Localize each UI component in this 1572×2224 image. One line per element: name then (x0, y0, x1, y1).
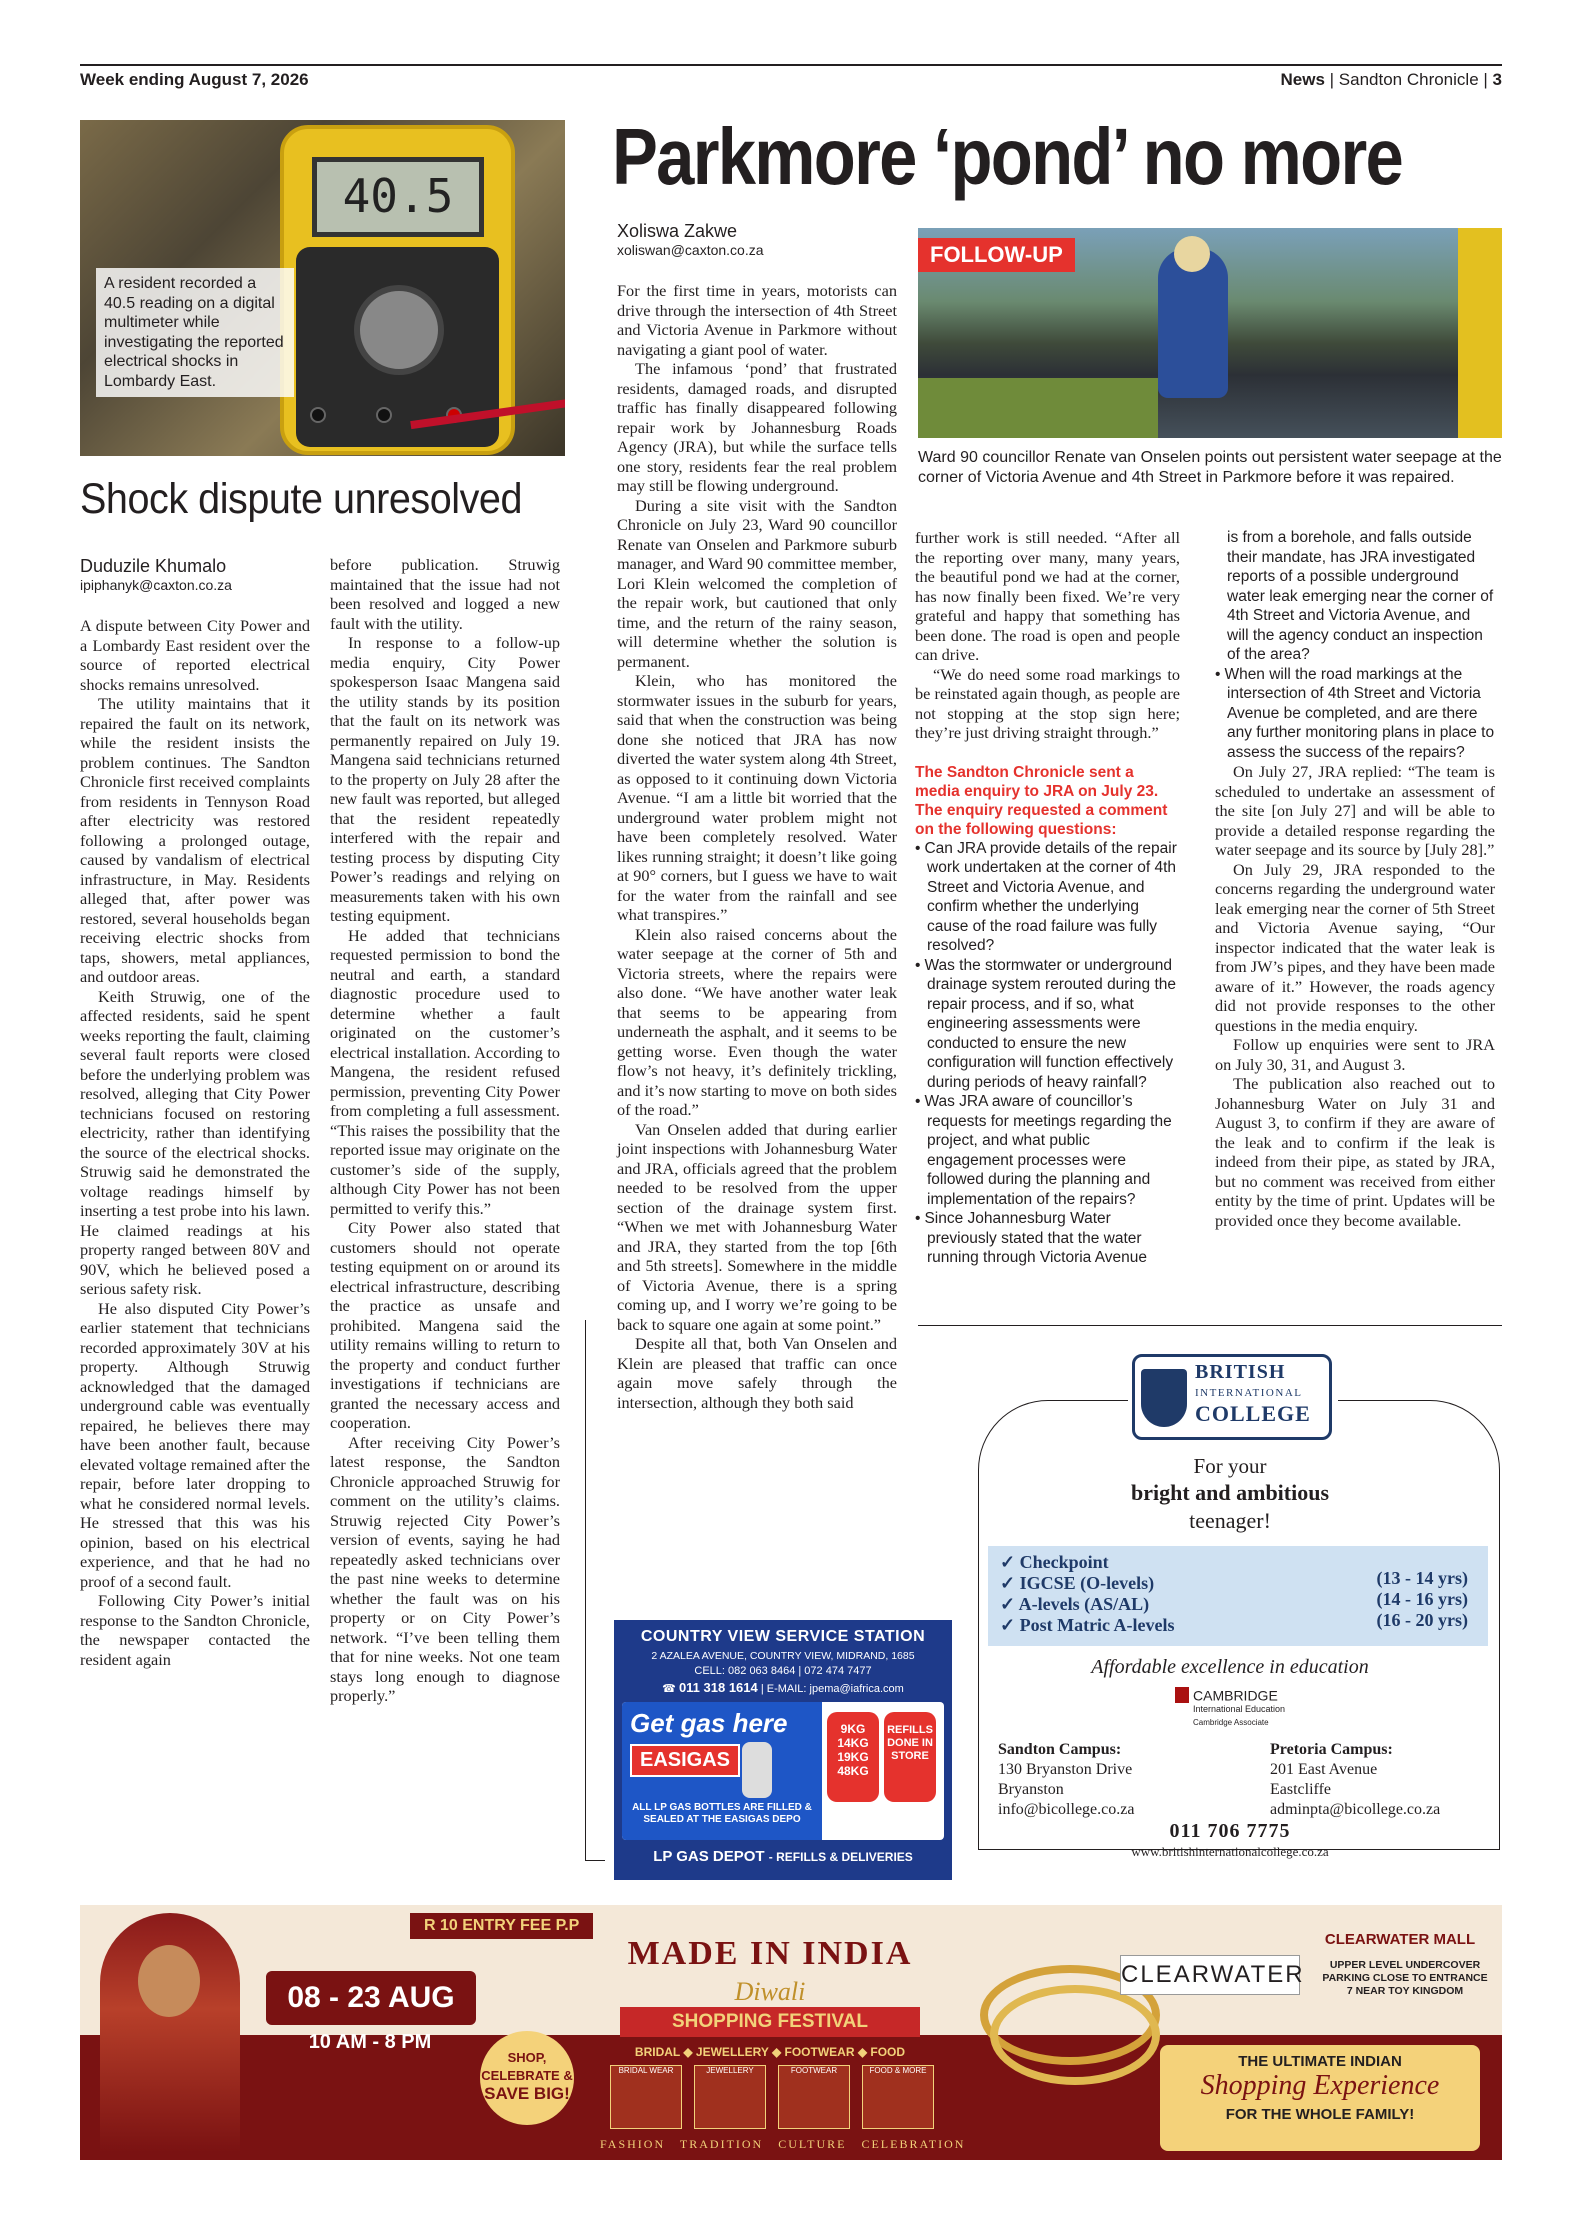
ad-contact (614, 1680, 952, 1695)
sizes-badge: 9KG 14KG 19KG 48KG (827, 1712, 879, 1802)
header-rule (80, 64, 1502, 66)
programs-box (988, 1546, 1488, 1646)
list-item: • Was JRA aware of councillor’s requests for meetings regarding the project, and what public engagement processes were followed during the planning and implementation of the repairs? (915, 1092, 1180, 1209)
question-list (915, 839, 1180, 1268)
festival-subtitle: SHOPPING FESTIVAL (620, 2007, 920, 2037)
list-item: • When will the road markings at the intersection of 4th Street and Victoria Avenue be completed, and are there any further monitoring plans in place to assess the success of the repairs? (1215, 665, 1495, 763)
paragraph: Van Onselen added that during earlier joint inspections with Johannesburg Water and JRA, officials agreed that the problem needed to be resolved from the upper section of the drainage system first. “When we met with Johannesburg Water and JRA, they started from the top [6th and 5th streets]. Somewhere in the middle of Victoria Avenue, there is a spring coming up, and I worry we’re going to be back to square one again at some point.” (617, 1119, 897, 1334)
list-item: • Can JRA provide details of the repair work undertaken at the corner of 4th Street and Victoria Avenue, and confirm whether the underlying cause of the road failure was fully resolved? (915, 839, 1180, 956)
seepage-photo (918, 228, 1502, 438)
program-item: ✓ Post Matric A-levels (16 - 20 yrs) (1000, 1610, 1468, 1635)
paragraph: before publication. Struwig maintained that the issue had not been resolved and logged a new fault with the utility. (330, 555, 560, 633)
category-tile: BRIDAL WEAR (610, 2065, 682, 2129)
follow-up-tag: FOLLOW-UP (918, 238, 1075, 272)
festival-words: FASHION TRADITION CULTURE CELEBRATION (600, 2137, 966, 2151)
program-item: ✓ IGCSE (O-levels) (13 - 14 yrs) (1000, 1568, 1468, 1593)
event-dates: 08 - 23 AUG (266, 1971, 476, 2025)
school-ad (960, 1350, 1500, 1860)
ad-tagline-1: For your (1193, 1454, 1267, 1478)
story1-col1 (80, 555, 310, 1669)
cambridge-logo: CAMBRIDGE International Education Cambridge Associate (1175, 1686, 1305, 1727)
multimeter-photo (80, 120, 565, 456)
crest-icon (1141, 1369, 1187, 1427)
story2-col3 (1215, 528, 1495, 1230)
paragraph: City Power also stated that customers should not operate testing equipment on or around its electrical infrastructure, describing the practice as unsafe and prohibited. Mangena said the utility remains willing to return to the property and conduct further investigations if technicians are granted the necessary access and cooperation. (330, 1218, 560, 1432)
paragraph: The infamous ‘pond’ that frustrated residents, damaged roads, and disrupted traffic has finally disappeared following repair work by Johannesburg Roads Agency (JRA), but while the surface tells one story, residents fear the real problem may still be flowing underground. (617, 359, 897, 495)
paragraph: Despite all that, both Van Onselen and Klein are pleased that traffic can once again move safely through the intersection, although they both said (617, 1334, 897, 1412)
ad-tagline-2: bright and ambitious (1130, 1480, 1330, 1505)
parking-info: UPPER LEVEL UNDERCOVER PARKING CLOSE TO ENTRANCE 7 NEAR TOY KINGDOM (1322, 1959, 1488, 1997)
festival-diwali: Diwali (734, 1977, 806, 2006)
list-item: • Was the stormwater or underground drainage system rerouted during the repair process, and if so, what engineering assessments were conducted to ensure the new configuration will function effectively during periods of heavy rainfall? (915, 956, 1180, 1093)
headline-shock: Shock dispute unresolved (80, 475, 522, 523)
pretoria-campus: Pretoria Campus: 201 East Avenue Eastcliffe adminpta@bicollege.co.za (1270, 1741, 1441, 1818)
page-number: 3 (1492, 70, 1502, 89)
gas-station-ad (614, 1620, 952, 1880)
shield-icon (1175, 1687, 1189, 1703)
ad-phone: 011 706 7775 (1169, 1820, 1291, 1842)
paragraph: He added that technicians requested permission to bond the neutral and earth, a standard diagnostic procedure used to determine whether a fault originated on the customer’s electrical installation. According to Mangena, the resident refused permission, preventing City Power from completing a full assessment. “This raises the possibility that the reported issue may originate on the customer’s side of the supply, although City Power has not been permitted to verify this.” (330, 925, 560, 1218)
enquiry-note: The Sandton Chronicle sent a media enquiry to JRA on July 23. The enquiry requested a comment on the following questions: (915, 763, 1168, 838)
phone-icon: ☎ (662, 1683, 676, 1695)
ad-slogan: Affordable excellence in education (1091, 1656, 1369, 1678)
ad-email: | E-MAIL: jpema@iafrica.com (760, 1683, 904, 1695)
festival-title: MADE IN INDIA (627, 1935, 913, 1972)
dial-icon (354, 285, 444, 375)
ad-cell: CELL: 082 063 8464 | 072 474 7477 (694, 1665, 872, 1677)
issue-date: Week ending August 7, 2026 (80, 70, 309, 89)
paragraph: Follow up enquiries were sent to JRA on July 30, 31, and August 3. (1215, 1035, 1495, 1074)
paragraph: A dispute between City Power and a Lombardy East resident over the source of reported electrical shocks remains unresolved. (80, 616, 310, 694)
program-item: ✓ Checkpoint (1000, 1552, 1109, 1572)
category-tile: FOOD & MORE (862, 2065, 934, 2129)
shop-badge: SHOP, CELEBRATE & SAVE BIG! (480, 2031, 574, 2125)
ad-bottles: ALL LP GAS BOTTLES ARE FILLED & SEALED AT THE EASIGAS DEPO (632, 1802, 812, 1825)
paragraph: Klein also raised concerns about the water seepage at the corner of 5th and Victoria streets, where the repairs were also done. “We have another water leak that seems to be appearing from underneath the asphalt, and it seems to be getting worse. Even though the water flow’s not heavy, it’s definitely trickling, and it’s now starting to move on both sides of the road.” (617, 924, 897, 1119)
brand-logo: EASIGAS (630, 1744, 740, 1777)
entry-fee: R 10 ENTRY FEE P.P (410, 1913, 593, 1939)
paragraph: Keith Struwig, one of the affected residents, said he spent weeks reporting the fault, claiming several fault reports were closed before the underlying problem was resolved, alleging that City Power technicians focused on restoring electricity, rather than identifying the source of the electrical shocks. Struwig said he demonstrated the voltage readings himself by inserting a test probe into his lawn. He claimed readings at his property ranged between 80V and 90V, which he believed posed a serious safety risk. (80, 986, 310, 1298)
festival-categories: BRIDAL ◆ JEWELLERY ◆ FOOTWEAR ◆ FOOD (634, 2045, 906, 2059)
paragraph: During a site visit with the Sandton Chronicle on July 23, Ward 90 councillor Renate van Onselen and Parkmore suburb manager, and Ward 90 committee member, Lori Klein welcomed the completion of the repair work, but cautioned that only time, and the return of the rainy season, will determine whether the solution is permanent. (617, 495, 897, 671)
paragraph: In response to a follow-up media enquiry, City Power spokesperson Isaac Mangena said the utility stands by its position that the fault on its network was permanently repaired on July 19. Mangena said technicians returned to the property on July 28 after the new fault was reported, but alleged that the resident repeatedly interfered with the repair and testing process by disputing City Power’s readings and relying on measurements taken with his own testing equipment. (330, 633, 560, 925)
refills-badge: REFILLS DONE IN STORE (884, 1712, 936, 1802)
paper-name: Sandton Chronicle (1338, 70, 1479, 89)
list-item: is from a borehole, and falls outside their mandate, has JRA investigated reports of a possible underground water leak emerging near the corner of 4th Street and Victoria Avenue, and will the agency conduct an inspection of the area? (1227, 529, 1494, 663)
event-hours: 10 AM - 8 PM (308, 2031, 432, 2053)
byline-email: xoliswan@caxton.co.za (617, 242, 764, 258)
paragraph: He also disputed City Power’s earlier statement that technicians recorded approximately 30V at his property. Although Struwig acknowledged that the damaged underground cable was eventually repaired, he believes there may have been another fault, because elevated voltage remained after the repair, before later dropping to what he considered normal levels. He stressed that this was his opinion, based on his electrical experience, and that he had no proof of a second fault. (80, 1298, 310, 1591)
paragraph: “We do need some road markings to be reinstated again though, as people are not stopping at the stop sign here; they’re just driving straight through.” (915, 664, 1180, 742)
category-tiles (610, 2065, 940, 2129)
multimeter-display: 40.5 (312, 157, 484, 237)
category-tile: JEWELLERY (694, 2065, 766, 2129)
story2-col1 (617, 220, 897, 1412)
paragraph: Following City Power’s initial response to the Sandton Chronicle, the newspaper contacted the resident again (80, 1591, 310, 1669)
sandton-campus: Sandton Campus: 130 Bryanston Drive Bryanston info@bicollege.co.za (998, 1741, 1135, 1818)
ad-tagline-3: teenager! (1189, 1508, 1271, 1533)
paragraph: The publication also reached out to Johannesburg Water on July 31 and August 3, to confirm if they are aware of the leak and to confirm if the leak is indeed from their pipe, as stated by JRA, but no comment was received from either entity by the time of print. Updates will be provided once they become available. (1215, 1074, 1495, 1230)
mall-name: CLEARWATER MALL (1324, 1931, 1476, 1948)
ad-slogan: Get gas here (630, 1708, 788, 1738)
college-logo: BRITISH INTERNATIONAL COLLEGE (1132, 1354, 1332, 1440)
experience-box: THE ULTIMATE INDIAN Shopping Experience FOR THE WHOLE FAMILY! (1160, 2045, 1480, 2151)
paragraph: On July 29, JRA responded to the concerns regarding the underground water leak emerging near the corner of 5th Street and Victoria Avenue saying, “Our inspector indicated that the water leak is from JW’s pipes, and they have been made aware of it.” However, the roads agency did not provide responses to the other questions in the media enquiry. (1215, 859, 1495, 1035)
section-name: News (1280, 70, 1325, 89)
ad-footer: LP GAS DEPOT - REFILLS & DELIVERIES (653, 1848, 913, 1865)
category-tile: FOOTWEAR (778, 2065, 850, 2129)
byline-email: ipiphanyk@caxton.co.za (80, 577, 232, 593)
paragraph: further work is still needed. “After all the reporting over many, many years, the beautiful pond we had at the corner, has now finally been fixed. We’re very grateful and happy that something has been done. The road is open and people can drive. (915, 528, 1180, 664)
page-header-right: News | Sandton Chronicle | 3 (1280, 70, 1502, 89)
story2-col2 (915, 528, 1180, 1268)
clearwater-logo: CLEARWATER (1120, 1955, 1300, 1995)
byline: Xoliswa Zakwe (617, 221, 738, 241)
list-item: • Since Johannesburg Water previously stated that the water running through Victoria Avenue (915, 1209, 1180, 1268)
ad-website: www.britishinternationalcollege.co.za (1131, 1844, 1329, 1859)
diwali-banner-ad (80, 1905, 1502, 2160)
ad-address: 2 AZALEA AVENUE, COUNTRY VIEW, MIDRAND, 1685 (651, 1650, 915, 1662)
photo-caption: A resident recorded a 40.5 reading on a digital multimeter while investigating the reported electrical shocks in Lombardy East. (96, 268, 294, 397)
paragraph: On July 27, JRA replied: “The team is scheduled to undertake an assessment of the site [on July 27] and will be able to provide a detailed response regarding the water seepage and its source by [July 28].” (1215, 762, 1495, 859)
byline: Duduzile Khumalo (80, 556, 227, 576)
photo-caption: Ward 90 councillor Renate van Onselen points out persistent water seepage at the corner of Victoria Avenue and 4th Street in Parkmore before it was repaired. (918, 449, 1502, 486)
program-item: ✓ A-levels (AS/AL) (14 - 16 yrs) (1000, 1589, 1468, 1614)
paragraph: Klein, who has monitored the stormwater issues in the suburb for years, said that when the construction was being done she noticed that JRA has now diverted the water system along 4th Street, as opposed to it continuing down Victoria Avenue. “I am a little bit worried that the underground water problem might not have been completely resolved. Water likes running straight; it doesn’t like going at 90° corners, but I guess we have to wait for the water from the rainfall and see what transpires.” (617, 671, 897, 924)
story1-col2 (330, 555, 560, 1706)
paragraph: After receiving City Power’s latest response, the Sandton Chronicle approached Struwig for comment on the utility’s claims. Struwig rejected City Power’s version of events, saying he had repeatedly asked technicians over the past nine weeks to determine whether the fault was on his property or on City Power’s network. “I’ve been telling them that for nine weeks. Not one team stays long enough to diagnose properly.” (330, 1432, 560, 1705)
paragraph: The utility maintains that it repaired the fault on its network, while the resident insists the problem continues. The Sandton Chronicle first received complaints from residents in Tennyson Road after electricity was restored following a prolonged outage, caused by vandalism of electrical infrastructure, in May. Residents alleged that, after power was restored, several households began receiving electric shocks from taps, showers, metal appliances, and outdoor areas. (80, 694, 310, 986)
multimeter-illustration (280, 125, 515, 455)
headline-parkmore: Parkmore ‘pond’ no more (612, 112, 1403, 201)
gas-bottle-icon (742, 1742, 772, 1798)
paragraph: For the first time in years, motorists can drive through the intersection of 4th Street and Victoria Avenue in Parkmore without navigating a giant pool of water. (617, 281, 897, 359)
ad-phone: 011 318 1614 (678, 1680, 758, 1695)
ad-title: COUNTRY VIEW SERVICE STATION (640, 1628, 926, 1645)
